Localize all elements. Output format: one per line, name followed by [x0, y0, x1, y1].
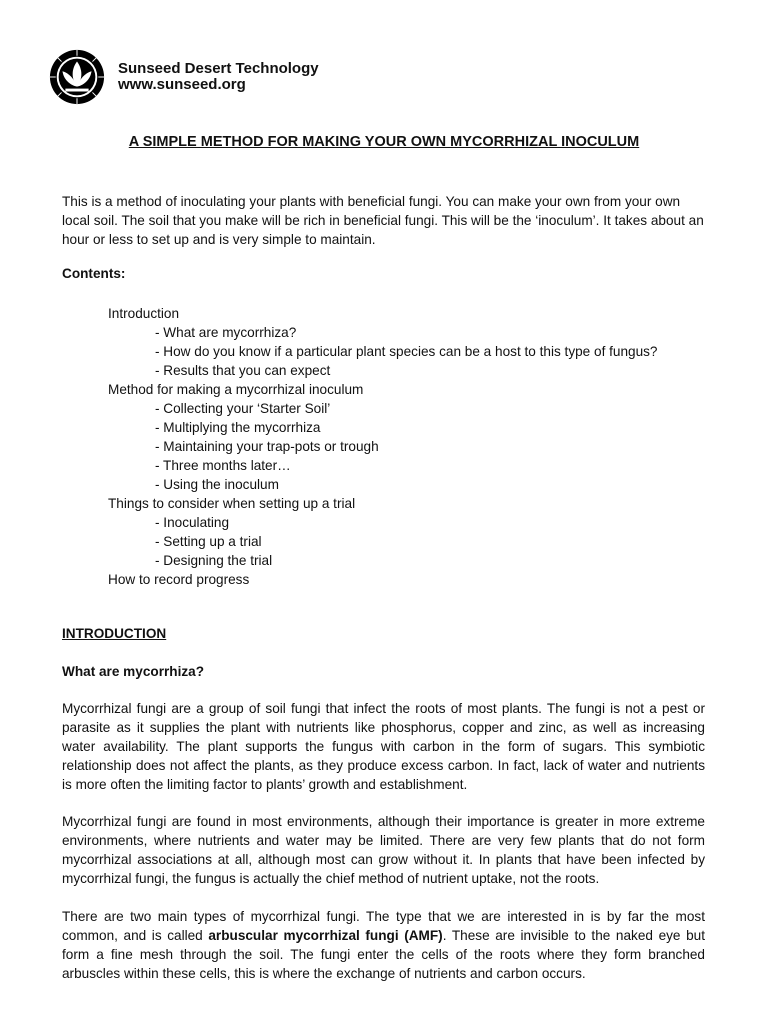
toc-subitem: - Maintaining your trap-pots or trough [155, 439, 379, 454]
header [48, 44, 319, 110]
toc-subitem: - What are mycorrhiza? [155, 325, 297, 340]
section-heading: INTRODUCTION [62, 626, 167, 641]
sunseed-logo-icon [48, 48, 106, 106]
paragraph-3 [62, 907, 705, 983]
toc-item-method: Method for making a mycorrhizal inoculum [108, 382, 364, 397]
organization-website: www.sunseed.org [118, 76, 246, 93]
toc-subitem: - Setting up a trial [155, 534, 262, 549]
toc-item-record: How to record progress [108, 572, 250, 587]
table-of-contents [108, 304, 658, 589]
paragraph-3-part-2: . These are invisible to the naked eye but form a fine mesh through the soil. The fungi enter the cells of the roots where they form branched arbuscles within these cells, this is where the exchange of nutrients and carbon occurs. [62, 928, 705, 981]
organization-info [118, 61, 319, 93]
toc-subitem: - Multiplying the mycorrhiza [155, 420, 321, 435]
organization-name: Sunseed Desert Technology [118, 60, 319, 77]
contents-label: Contents: [62, 266, 126, 281]
paragraph-2: Mycorrhizal fungi are found in most environments, although their importance is greater in more extreme environments, where nutrients and water may be limited. There are very few plants that do not form mycorrhizal associations at all, although most can grow without it. In plants that have been infected by mycorrhizal fungi, the fungus is actually the chief method of nutrient uptake, not the roots. [62, 814, 705, 886]
toc-subitem: - Collecting your ‘Starter Soil’ [155, 401, 331, 416]
toc-subitem: - Designing the trial [155, 553, 273, 568]
toc-item-trial: Things to consider when setting up a trial [108, 496, 356, 511]
document-title: A SIMPLE METHOD FOR MAKING YOUR OWN MYCORRHIZAL INOCULUM [128, 134, 640, 150]
toc-item-introduction: Introduction [108, 306, 180, 321]
amf-term: arbuscular mycorrhizal fungi (AMF) [208, 928, 443, 943]
toc-subitem: - Three months later… [155, 458, 291, 473]
intro-paragraph: This is a method of inoculating your plants with beneficial fungi. You can make your own from your own local soil. The soil that you make will be rich in beneficial fungi. This will be the ‘inoculum’. It takes about an hour or less to set up and is very simple to maintain. [62, 194, 704, 247]
toc-subitem: - Using the inoculum [155, 477, 279, 492]
toc-subitem: - How do you know if a particular plant species can be a host to this type of fungus? [155, 344, 658, 359]
paragraph-3-part-1: There are two main types of mycorrhizal fungi. The type that we are interested in is by far the most common, and is called [62, 909, 705, 943]
paragraph-1: Mycorrhizal fungi are a group of soil fungi that infect the roots of most plants. The fungi is not a pest or parasite as it supplies the plant with nutrients like phosphorus, copper and zinc, as well as increasing water availability. The plant supports the fungus with carbon in the form of sugars. This symbiotic relationship does not affect the plants, as they produce excess carbon. In fact, lack of water and nutrients is more often the limiting factor to plants’ growth and establishment. [62, 701, 705, 792]
toc-subitem: - Results that you can expect [155, 363, 331, 378]
subheading: What are mycorrhiza? [62, 664, 205, 679]
toc-subitem: - Inoculating [155, 515, 230, 530]
